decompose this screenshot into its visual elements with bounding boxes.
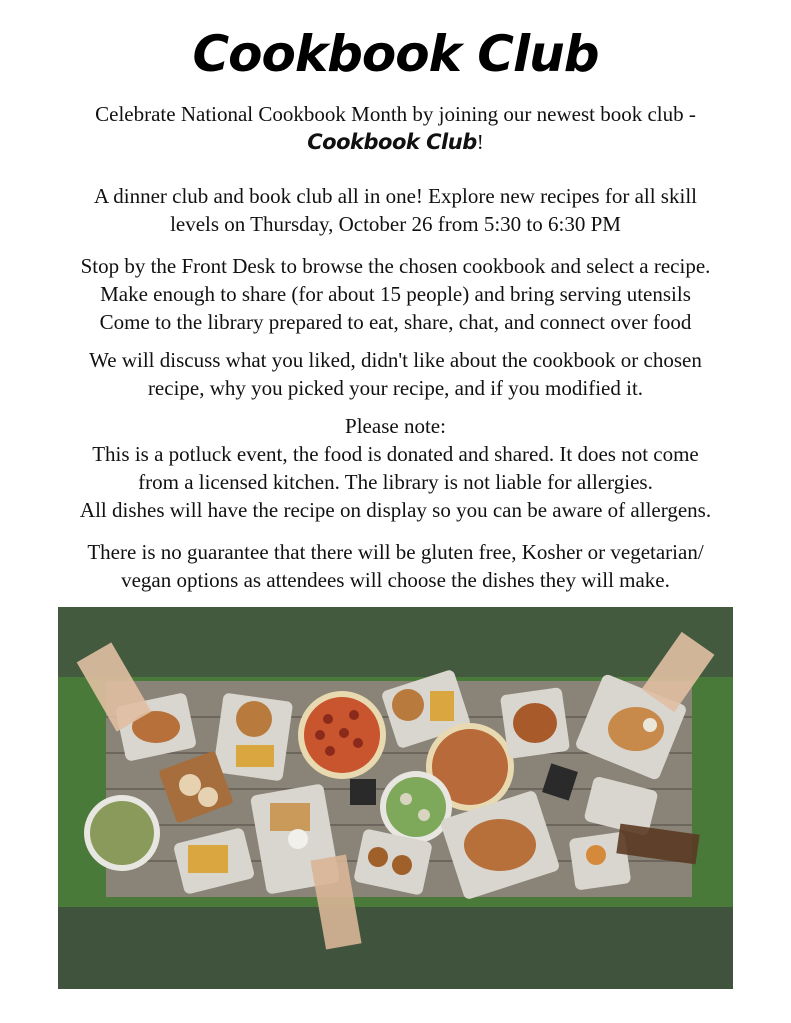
discussion-line-2: recipe, why you picked your recipe, and if you modified it.	[147, 376, 644, 400]
details-paragraph	[20, 182, 771, 238]
people-bottom	[58, 907, 733, 989]
disclaimer-line-1: There is no guarantee that there will be gluten free, Kosher or vegetarian/	[87, 540, 704, 564]
note-line-2: from a licensed kitchen. The library is not liable for allergies.	[138, 470, 653, 494]
note-heading: Please note:	[345, 414, 446, 438]
note-paragraph	[20, 412, 771, 524]
note-line-1: This is a potluck event, the food is donated and shared. It does not come	[92, 442, 699, 466]
intro-paragraph	[20, 100, 771, 156]
details-line-2: levels on Thursday, October 26 from 5:30 to 6:30 PM	[170, 212, 621, 236]
note-line-3: All dishes will have the recipe on display so you can be aware of allergens.	[79, 498, 712, 522]
discussion-line-1: We will discuss what you liked, didn't like about the cookbook or chosen	[89, 348, 702, 372]
flyer-title: Cookbook Club	[192, 25, 599, 83]
brand-name-inline: Cookbook Club	[307, 130, 477, 154]
disclaimer-paragraph	[20, 538, 771, 594]
instructions-paragraph	[20, 252, 771, 336]
instructions-line-2: Make enough to share (for about 15 people) and bring serving utensils	[100, 282, 691, 306]
people-top	[58, 607, 733, 677]
intro-line-1: Celebrate National Cookbook Month by joining our newest book club -	[95, 102, 696, 126]
potluck-table-photo	[58, 607, 733, 989]
instructions-line-3: Come to the library prepared to eat, share, chat, and connect over food	[99, 310, 692, 334]
discussion-paragraph	[20, 346, 771, 402]
disclaimer-line-2: vegan options as attendees will choose the dishes they will make.	[121, 568, 670, 592]
details-line-1: A dinner club and book club all in one! Explore new recipes for all skill	[93, 184, 697, 208]
drink	[350, 779, 376, 805]
intro-punct: !	[476, 130, 484, 154]
instructions-line-1: Stop by the Front Desk to browse the chosen cookbook and select a recipe.	[80, 254, 711, 278]
intro-line-2	[20, 128, 771, 156]
